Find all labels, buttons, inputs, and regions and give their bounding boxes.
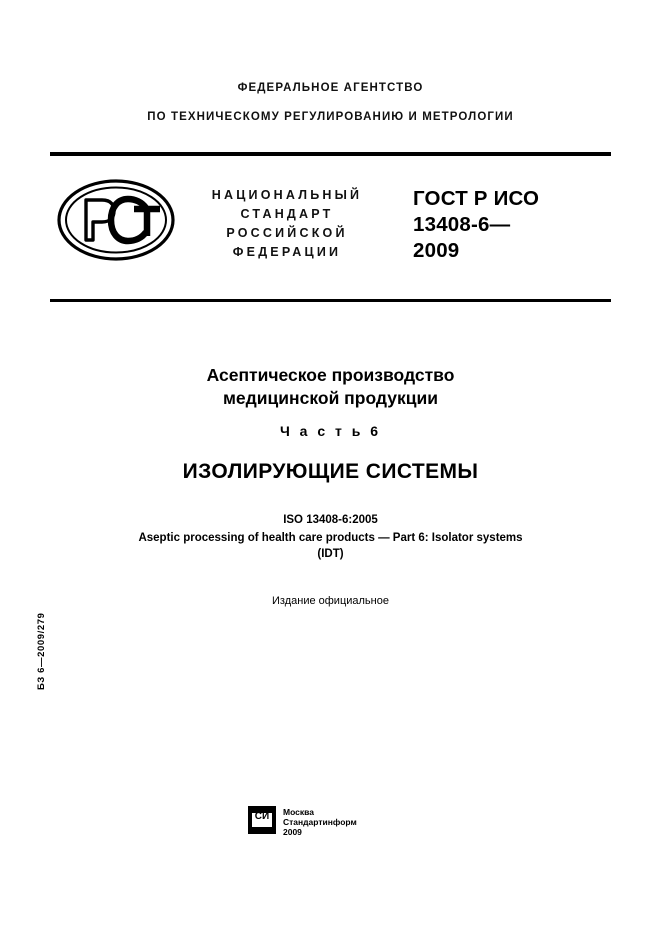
standard-number <box>413 186 633 264</box>
standard-number-line-2: 13408-6— <box>413 213 511 236</box>
title-divider-rule <box>50 299 611 302</box>
national-standard-line-3: РОССИЙСКОЙ <box>226 226 348 240</box>
publisher-year: 2009 <box>283 827 302 837</box>
standartinform-logo-icon: СИ <box>248 806 276 834</box>
agency-line-1: ФЕДЕРАЛЬНОЕ АГЕНТСТВО <box>237 82 424 94</box>
standard-number-line-3: 2009 <box>413 239 460 262</box>
rosstandart-emblem-icon <box>56 178 176 262</box>
part-label: Ч а с т ь 6 <box>279 423 382 439</box>
national-standard-line-1: НАЦИОНАЛЬНЫЙ <box>211 188 363 202</box>
national-standard-label <box>182 186 392 262</box>
national-standard-line-2: СТАНДАРТ <box>240 207 334 221</box>
subject-title: ИЗОЛИРУЮЩИЕ СИСТЕМЫ <box>182 460 479 483</box>
publisher-block <box>248 806 448 837</box>
agency-line-2: ПО ТЕХНИЧЕСКОМУ РЕГУЛИРОВАНИЮ И МЕТРОЛОГИИ <box>147 111 514 123</box>
national-standard-line-4: ФЕДЕРАЦИИ <box>232 245 342 259</box>
iso-reference <box>50 512 611 562</box>
iso-reference-line-1: ISO 13408-6:2005 <box>283 514 378 526</box>
iso-reference-line-3: (IDT) <box>317 548 344 560</box>
iso-reference-line-2: Aseptic processing of health care products — Part 6: Isolator systems <box>138 532 523 544</box>
edition-note: Издание официальное <box>272 595 389 607</box>
page-title-line-1: Асептическое производство <box>206 365 455 385</box>
page-title-line-2: медицинской продукции <box>222 388 438 408</box>
publisher-name: Стандартинформ <box>283 817 357 827</box>
standard-number-line-1: ГОСТ Р ИСО <box>413 187 540 210</box>
publisher-text <box>283 806 357 837</box>
publisher-city: Москва <box>283 807 314 817</box>
side-code: БЗ 6—2009/279 <box>36 612 47 690</box>
agency-header <box>50 82 611 123</box>
header-divider-rule <box>50 152 611 156</box>
page-title <box>50 364 611 410</box>
